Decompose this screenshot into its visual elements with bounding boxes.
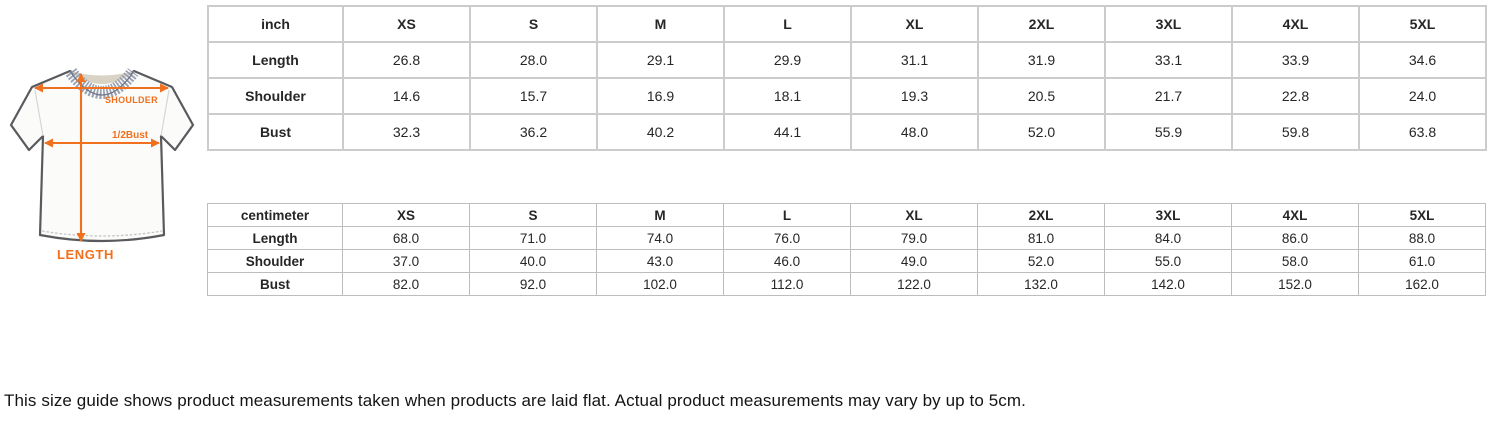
measure-value: 122.0 [851,273,978,296]
measure-value: 59.8 [1232,114,1359,150]
size-header: XL [851,204,978,227]
measure-label: Length [208,42,343,78]
measure-value: 112.0 [724,273,851,296]
measure-value: 18.1 [724,78,851,114]
size-header: L [724,6,851,42]
tshirt-measurement-diagram [8,57,198,262]
measure-value: 40.0 [470,250,597,273]
measure-value: 92.0 [470,273,597,296]
measure-value: 28.0 [470,42,597,78]
measure-value: 19.3 [851,78,978,114]
size-guide-note: This size guide shows product measurements taken when products are laid flat. Actual product measurements may vary by up to 5cm. [4,391,1026,410]
measure-value: 33.1 [1105,42,1232,78]
measure-value: 79.0 [851,227,978,250]
measure-value: 162.0 [1359,273,1486,296]
header-row [208,204,1486,227]
measure-value: 15.7 [470,78,597,114]
size-header: 2XL [978,204,1105,227]
table-row-length [208,42,1486,78]
bust-label: 1/2Bust [112,130,149,141]
tshirt-outline [11,71,193,241]
measure-label: Bust [208,114,343,150]
measure-value: 16.9 [597,78,724,114]
size-header: XL [851,6,978,42]
measure-value: 86.0 [1232,227,1359,250]
size-header: XS [343,204,470,227]
measure-value: 52.0 [978,114,1105,150]
size-header: 5XL [1359,6,1486,42]
measure-value: 132.0 [978,273,1105,296]
measure-value: 22.8 [1232,78,1359,114]
size-header: 3XL [1105,6,1232,42]
measure-value: 40.2 [597,114,724,150]
measure-value: 68.0 [343,227,470,250]
measure-label: Shoulder [208,78,343,114]
size-header: M [597,204,724,227]
size-header: 2XL [978,6,1105,42]
measure-label: Shoulder [208,250,343,273]
measure-value: 43.0 [597,250,724,273]
measure-value: 49.0 [851,250,978,273]
measure-value: 31.1 [851,42,978,78]
measure-value: 29.1 [597,42,724,78]
size-header: 5XL [1359,204,1486,227]
length-label: LENGTH [57,247,115,262]
measure-value: 37.0 [343,250,470,273]
measure-value: 63.8 [1359,114,1486,150]
table-row-shoulder [208,250,1486,273]
measure-value: 24.0 [1359,78,1486,114]
measure-value: 58.0 [1232,250,1359,273]
measure-value: 36.2 [470,114,597,150]
measure-value: 81.0 [978,227,1105,250]
measure-value: 55.9 [1105,114,1232,150]
measure-value: 88.0 [1359,227,1486,250]
measure-value: 44.1 [724,114,851,150]
measure-label: Length [208,227,343,250]
measure-value: 14.6 [343,78,470,114]
measure-value: 52.0 [978,250,1105,273]
measure-value: 29.9 [724,42,851,78]
measure-value: 34.6 [1359,42,1486,78]
header-row [208,6,1486,42]
size-header: M [597,6,724,42]
measure-value: 152.0 [1232,273,1359,296]
unit-cell: inch [208,6,343,42]
size-table-centimeter [207,203,1486,296]
size-header: S [470,6,597,42]
measure-value: 61.0 [1359,250,1486,273]
measure-value: 20.5 [978,78,1105,114]
size-header: 4XL [1232,204,1359,227]
table-row-length [208,227,1486,250]
measure-value: 76.0 [724,227,851,250]
measure-value: 82.0 [343,273,470,296]
measure-label: Bust [208,273,343,296]
table-row-bust [208,273,1486,296]
size-header: L [724,204,851,227]
size-header: 4XL [1232,6,1359,42]
measure-value: 31.9 [978,42,1105,78]
measure-value: 33.9 [1232,42,1359,78]
measure-value: 84.0 [1105,227,1232,250]
measure-value: 55.0 [1105,250,1232,273]
measure-value: 46.0 [724,250,851,273]
measure-value: 102.0 [597,273,724,296]
size-table-inch [207,5,1487,151]
table-row-shoulder [208,78,1486,114]
measure-value: 26.8 [343,42,470,78]
size-header: 3XL [1105,204,1232,227]
measure-value: 32.3 [343,114,470,150]
measure-value: 71.0 [470,227,597,250]
measure-value: 48.0 [851,114,978,150]
shoulder-label: SHOULDER [105,95,158,105]
size-header: S [470,204,597,227]
measure-value: 21.7 [1105,78,1232,114]
measure-value: 74.0 [597,227,724,250]
size-header: XS [343,6,470,42]
measure-value: 142.0 [1105,273,1232,296]
table-row-bust [208,114,1486,150]
unit-cell: centimeter [208,204,343,227]
